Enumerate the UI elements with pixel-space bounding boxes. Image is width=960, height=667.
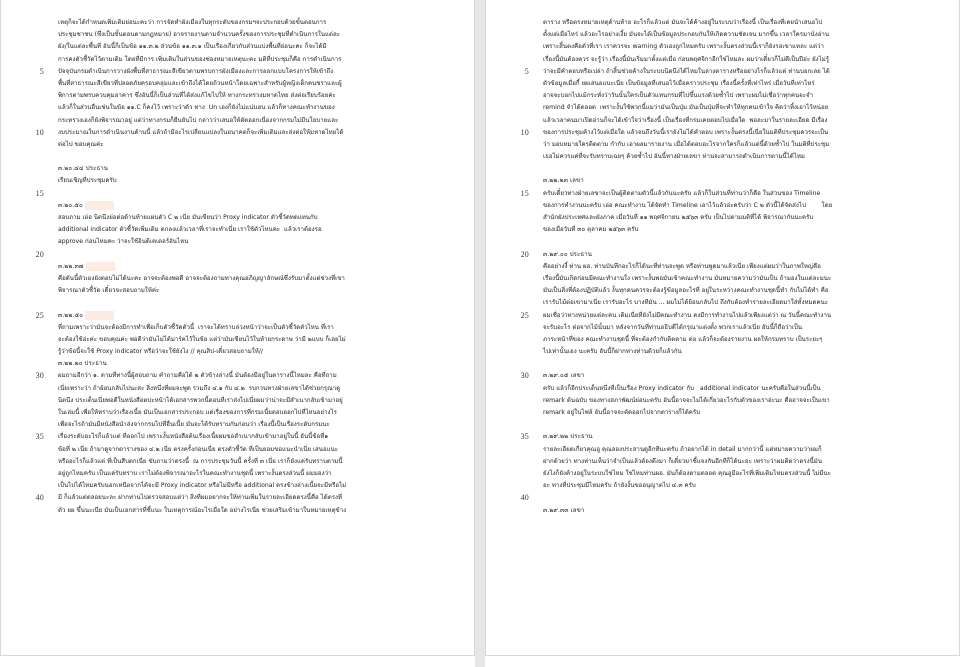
transcript-line [520, 370, 943, 382]
speaker-timecode-line: ๓.๒๐.๕๐ [58, 201, 83, 209]
transcript-text: พื้นที่สาธารณะสีเขียวที่ปลอดภัยครอบคลุมและเข้าถึงได้โดยถ้วนหน้าโดยเฉพาะสำหรับผู้หญิงเด็กคนชราและผู้ [58, 79, 342, 87]
line-number: 30 [35, 371, 44, 381]
transcript-line [58, 139, 458, 151]
transcript-line [58, 297, 458, 309]
speaker-timecode-line: ๓.๒๙.๓๓ เลขา [543, 506, 585, 514]
transcript-text: ครับ แล้วก็อีกประเด็นหนึ่งที่เป็นเรื่อง Proxy indicator กับ additional indicator นะครับคือในส่วนนี้เป็น [543, 384, 821, 392]
transcript-line [58, 175, 458, 187]
transcript-line [35, 188, 458, 200]
transcript-line [543, 175, 943, 187]
transcript-text: ครับเดี๋ยวทางฝ่ายเลขาจะเป็นผู้ติดตามตัวนี้แล้วกันนะครับ แล้วก็ในส่วนที่ท่านว่าก็คือ ในส่วนของ Timeline [543, 189, 821, 197]
transcript-text: คืออย่างงี้ ท่าน ผอ. ท่านบันทึกอะไรก็ได้นะที่ท่านจะพูด หรือท่านพูดมาแล้วเนี่ย เพียงแต่ผมว่าในภาพใหญ่คือ [543, 262, 821, 270]
speaker-timecode-line: ๓.๒๐.๔๔ ประธาน [58, 165, 109, 173]
transcript-text: แล้วเวลาคนมาเปิดอ่านก็จะได้เข้าใจว่าเรื่องนี้ เป็นเรื่องที่กรมเคยตอบไปเมื่อใด พอละมาในรายละเอียด มีเรื่อง [543, 116, 828, 124]
transcript-text: ของเมื่อวันที่ ๓๐ ตุลาคม ๒๕๖๓ ครับ [543, 226, 639, 234]
transcript-text: เรียนเชิญที่ประชุมครับ [58, 177, 117, 185]
transcript-line [58, 346, 458, 358]
transcript-line [58, 480, 458, 492]
transcript-text: ต่อไป ขอบคุณค่ะ [58, 140, 104, 148]
line-number: 5 [39, 66, 44, 76]
transcript-line [543, 151, 943, 163]
transcript-line [520, 310, 943, 322]
transcript-text: ของการประชุมค้างไว้แต่เมื่อใด แล้วจนถึงวันนี้เรายังไม่ได้คำตอบ เพราะงั้นตรงนี้เนี่ยในมติที่ประชุมควรจะเป็น [543, 128, 829, 136]
transcript-line [543, 468, 943, 480]
transcript-text: มี ก็แล้วแต่ตลอยนะละ ฝากท่านไปตรวจสอบแต่ว่า สิ่งที่ผมอยากจะให้ท่านเพิ่มในรายละเอียดตรงนี้คือ ได้ตรงที่ [58, 494, 343, 502]
transcript-line [543, 383, 943, 395]
transcript-line [543, 78, 943, 90]
line-number: 35 [35, 432, 44, 442]
transcript-line [58, 334, 458, 346]
redaction-block [85, 311, 114, 320]
transcript-text: อะ ทางที่ประชุมมีไหมครับ ถ้ายังงั้นขออนุญาตไป ๔.๓ ครับ [543, 482, 696, 490]
transcript-line [58, 200, 458, 212]
transcript-text: พิจารณาตัวชี้วัด เดี๋ยวจะสอบถามให้ค่ะ [58, 287, 160, 295]
transcript-text: เพราะสิ้นตงคือตัวที่เรา เราควรจะ warning ตัวเองถูกไหมครับ เพราะงั้นตรงส่วนนี้เราก็ยังรอเขาแหละ แต่ว่า [543, 43, 824, 51]
transcript-line [543, 200, 943, 212]
transcript-text: ภาระหน้าที่ของ คณะทำงานชุดนี้ ที่จะต้องกำกับติดตาม ต่อ แล้วก็จะต้องรายงาน ผลให้กรมทราบ เป็นระยะๆ [543, 335, 823, 343]
transcript-line [35, 127, 458, 139]
transcript-line [58, 29, 458, 41]
transcript-text: additional indicator ตัวชี้วัดเพิ่มเติม ตกลงแล้วเวลาที่เราจะทำเนี่ย เราใช้ตัวไหนคะ แล้วเราต้องรอ [58, 226, 322, 234]
page-right-content [486, 0, 959, 655]
transcript-line [58, 102, 458, 114]
line-number: 20 [520, 249, 529, 259]
transcript-text: จะรับอะไร ต่อจากไม้นั้นมา หลังจากวันที่ท่านอธิบดีได้กรุณาแต่งตั้ง พวกเราแล้วเนี่ย อันนี้ก็ถือว่าเป็น [543, 323, 803, 331]
transcript-line [58, 505, 458, 517]
transcript-text: รายละเอียดเกี่ยวคุณอู คุณลองประสานดูอีกทีนะครับ ถ้าอยากได้ in detail มากกว่านี้ แต่หมายความว่าผมก็ [543, 445, 822, 453]
transcript-text: ยังไงก็ยังค้างอยู่ในระบบใช่ไหม ใช่ไหมท่านผอ. มันก็ต้องตามตลอด คุณอูมีอะไรที่เพิ่มเติมไหมตรงส่วนนี้ ไม่มีนะ [543, 469, 831, 477]
transcript-line [58, 285, 458, 297]
transcript-text: เธอไม่ควรแค่ที่จะรับทราบเฉยๆ ด้วยซ้ำไป อันนี้ทางฝ่ายเลขา ท่านจะสามารถดำเนินการตามนี้ได้ไหม [543, 153, 805, 161]
transcript-text: ผมถามอีกว่า ๑. ตามที่ทางนี้ผู้สอบถาม คำถามคือได้ ๒ ตัวข้างล่างนี้ มันต้องมีอยู่ในตารางนี้ไหมละ คือที่ถาม [58, 372, 337, 380]
transcript-text: มันเป็นสิ่งที่ต้องปฏิบัติแล้ว งั้นทุกคนควรจะต้องรู้ข้อมูลอะไรที่ อยู่ในระหว่างคณะทำงานชุดนี้ทำ กับไม่ได้ทำ คือ [543, 287, 829, 295]
transcript-line [543, 17, 943, 29]
transcript-line [35, 249, 458, 261]
transcript-line [35, 370, 458, 382]
transcript-line [58, 383, 458, 395]
transcript-line [58, 17, 458, 29]
transcript-line [543, 273, 943, 285]
transcript-line [58, 419, 458, 431]
transcript-line [520, 127, 943, 139]
transcript-line [543, 90, 943, 102]
transcript-line [58, 224, 458, 236]
transcript-line [543, 480, 943, 492]
transcript-text: ผมเชื่อว่าทางหน่วยแต่ละคน เดิมเนี่ยที่ยังไม่มีคณะทำงาน คงมีการทำงานไปแล้วเพียงแต่ว่า ณ วันนี้คณะทำงาน [543, 311, 832, 319]
transcript-text: ฝากด้วยว่า ทางท่านเห็นว่าจำเป็นแล้วต้องดึงมา ก็เดี๋ยวมาชี้แจงกันอีกทีก็ได้นะอะ เพราะว่าผมติดว่าตรงนี้มัน [543, 457, 823, 465]
transcript-line [543, 139, 943, 151]
transcript-text: remind จำได้ตลอด เพราะงั้นใช้พวกนี้แมว่ามันเป็นปุ่ม มันเป็นปุ่มที่จะทำให้ทุกคนเข้าใจ คิดว่าทิ้งเอาไว้หน่อย [543, 104, 829, 112]
transcript-text: ในเล่มนี้ เพื่อให้ทราบว่าเรื่องเนี้ย มันเป็นเอกสารประกอบ แต่เรื่องของการที่กรมเนี้ยตอบออกไปที่ไหนอย่างไร [58, 409, 337, 416]
transcript-line [58, 90, 458, 102]
transcript-text: ปัจจุบันกรมดำเนินการวางผังพื้นที่สาธารณะสีเขียวตามพรบการผังเมืองและการออกแบบโครงการให้เข้าถึง [58, 67, 334, 75]
line-number: 40 [35, 493, 44, 503]
line-number: 5 [524, 66, 529, 76]
transcript-text: สอบถาม เอ่อ นิดนึงย่อต่อด้านท้ายแผ่นตัว C ๒ เนี่ย มันเขียนว่า Proxy indicator ตัวชี้วัดทดแทนกับ [58, 214, 318, 221]
page-left-content [1, 0, 474, 655]
transcript-line [58, 78, 458, 90]
transcript-text: remark อยู่ในไฟล์ อันนี้อาจจะตัดออกไปจากตารางก็ได้ครับ [543, 409, 701, 416]
transcript-text: การคงตัวชี้วัดไว้ตามเดิม โดยที่มีการ เพิ่มเติมในส่วนของช่องหมายเหตุนะคะ มติที่ประชุมก็คือ การดำเนินการ [58, 55, 342, 63]
line-number: 10 [520, 127, 529, 137]
transcript-line [543, 54, 943, 66]
transcript-line [520, 431, 943, 443]
transcript-text: หรืออะไรก็แล้วแต่ ที่เป็นสืบตกเนี่ย ขับถามว่าตรงนี้ ณ การประชุมวันนี้ ครั้งที่ ๓ เนี่ย เราก็ยังแค่รับทราบตามนี้ [58, 457, 343, 465]
transcript-line [543, 102, 943, 114]
speaker-timecode-line: ๓.๒๒.๒๐ ประธาน [58, 360, 107, 368]
transcript-line [58, 41, 458, 53]
transcript-body-right [520, 17, 943, 517]
transcript-text: จะต้องใช้อ่ะค่ะ ขอบคุณค่ะ พอดีว่ามันไม่ได้มาร์คไว้ในข้อ แต่ว่ามันเขียนไว้ในท้ายกระดาษ ว่ามี ๒แบบ ก็เลยไม่ [58, 335, 346, 343]
transcript-line [58, 261, 458, 273]
transcript-line [543, 334, 943, 346]
transcript-text: ตั้งแต่เมื่อไหร่ แล้วอะไรอย่างเงี้ย มันจะได้เป็นข้อมูลประกอบกันให้เกิดความชัดเจน มากขึ้น เวลาใครมานั่งอ่าน [543, 31, 830, 39]
transcript-text: อาจจะบอกไปแม้กระทั่งว่าวันนั้นใครเป็นตัวแทนกรมที่ไปขึ้นแรงด้วยซ้ำไป เพราะผมไม่เชื่อว่าทุกคนจะจำ [543, 92, 814, 100]
transcript-text: ไปเท่านั้นเอง นะครับ อันนี้ก็ฝากทางท่านด้วยก็แล้วกัน [543, 348, 682, 356]
transcript-line [58, 322, 458, 334]
transcript-text: ว่า มอบหมายใครติดตาม กำกับ เอาผลมารายงาน เมื่อได้ตอบอะไรจากใครก็แล้วแต่นี้ด้วยซ้ำไป ในมติที่ประชุม [543, 140, 830, 148]
line-number: 20 [35, 249, 44, 259]
transcript-line [520, 492, 943, 504]
transcript-line [543, 419, 943, 431]
transcript-line [543, 297, 943, 309]
transcript-line [58, 456, 458, 468]
transcript-text: เนี่ยเพราะว่า ถ้าย้อนกลับไปนะสะ สิ่งหนึ่งที่ผมจะพูด รวมถึง ๔.๑ กับ ๔.๒ รบกวนทางฝ่ายเลขาได้ช่วยกรุณาดู [58, 384, 341, 392]
transcript-text: remark ต้นฉบับ ของทางสภาพัฒน์ย่อนะครับ อันนี้อาจจะไม่ได้เกี่ยวอะไรกับตัวของเราอ่ะนะ คืออาจจะเป็นเขา [543, 396, 830, 404]
transcript-line [58, 212, 458, 224]
transcript-line [543, 505, 943, 517]
transcript-line [543, 285, 943, 297]
transcript-line [543, 407, 943, 419]
page-right [485, 0, 960, 656]
transcript-line [58, 115, 458, 127]
speaker-timecode-line: ๓.๒๒.๓๗ [58, 262, 84, 270]
transcript-line [543, 224, 943, 236]
line-number: 40 [520, 493, 529, 503]
speaker-timecode-line: ๓.๒๙.๐๕ เลขา [543, 372, 585, 380]
line-number: 25 [520, 310, 529, 320]
transcript-text: ตัว ยผ ขึ้นนะเนี่ย มันเป็นเอกสารที่ชี้แนะ ในเหตุการณ์อะไรเมื่อใด อย่างไรเนี่ย ช่วยเสริมเข้ามาในหมายเหตุข้าง [58, 506, 347, 514]
transcript-line [58, 54, 458, 66]
line-number: 10 [35, 127, 44, 137]
transcript-line [58, 444, 458, 456]
line-number: 35 [520, 432, 529, 442]
speaker-timecode-line: ๓.๒๒.๒๓ เลขา [543, 177, 584, 185]
transcript-text: ที่ถามเพราะว่ามันจะต้องมีการทำเพื่อเก็บตัวชี้วัดตัวนี้ เราจะได้ทราบล่วงหน้าว่าจะเป็นตัวชี้วัดตัวไหน ที่เรา [58, 323, 334, 331]
transcript-text: ตาราง หรือตรงหมายเหตุด้านท้าย อะไรก็แล้วแต่ มันจะได้ค้างอยู่ในระบบว่าเรื่องนี้ เป็นเรื่องที่เคยนำเสนอไป [543, 19, 823, 26]
transcript-text: นิดนึง ประเด็นเนี่ยพอดีในหนังสือตปะหน้าได้เอกสารพวกนี้ตอนที่เราส่งไปเนี่ยผมว่าน่าจะมีสำเนากลับเข้ามาอยู่ [58, 396, 343, 404]
line-number: 15 [35, 188, 44, 198]
transcript-text: พิการตามพรบควบคุมอาคาร ซึ่งอันนี้ก็เป็นส่วนที่ได้ส่งแก้ไขไปให้ ทางกระทรวงมหาดไทย ส่งต่อเรียบร้อยค่ะ [58, 92, 336, 100]
redaction-block [86, 262, 115, 271]
transcript-text: เป็นไปได้ไหมครับนอกเหนือจากได้จะมี Proxy indicator หรือไม่มีหรือ additional ตรงข้างล่างเนี้ยจะมีหรือไม่ [58, 482, 347, 490]
transcript-line [58, 358, 458, 370]
speaker-timecode-line: ๓.๒๒.๕๐ [58, 311, 84, 319]
transcript-line [543, 444, 943, 456]
transcript-line [543, 358, 943, 370]
transcript-line [543, 212, 943, 224]
transcript-line [543, 322, 943, 334]
transcript-line [543, 41, 943, 53]
line-number: 15 [520, 188, 529, 198]
transcript-text: สำนักผังประเทศและผังภาค เมื่อวันที่ ๑๑ พฤศจิกายน ๒๕๖๓ ครับ เป็นไปตามมติที่ได้ พิจารณากันนะครับ [543, 214, 814, 221]
transcript-line [543, 456, 943, 468]
transcript-body-left [35, 17, 458, 517]
page-left [0, 0, 475, 656]
transcript-text: คือดันนี้ตัวเองยังตอบไม่ได้นะคะ อาจจะต้องพอดี อาจจะต้องถามทางคุณอภิญญาลักษณ์ซึ่งรับมาตั้งแต่ช่วงที่เขา [58, 274, 345, 282]
speaker-timecode-line: ๓.๒๙.๐๐ ประธาน [543, 250, 593, 258]
transcript-text: เรื่องนี้มันเกิดก่อนมีคณะทำงานใง เพราะงั้นพอมันเข้าคณะทำงาน มันหมายความว่ามันเป็น ถ้ามองในแต่ละมนะ [543, 274, 832, 282]
transcript-line [39, 66, 458, 78]
transcript-line [58, 163, 458, 175]
transcript-line [543, 29, 943, 41]
transcript-text: เรารับไม้ต่อเขามาเนี่ย เรารับอะไร บางทีมัน ... ผมไม่ได้ย้อนกลับไป ถึงกับต้องทำรายละเอียดมาใส่ทั้งหมดคนะ [543, 299, 829, 307]
transcript-line [543, 236, 943, 248]
transcript-line [524, 66, 943, 78]
transcript-line [35, 310, 458, 322]
transcript-text: แล้วก็ในส่วนอื่นเช่นในข้อ ๑๑.C ก็คงไว้ เพราะว่าตัว ทาง Un เองก็ยังไม่แน่นอน แล้วก็ทางคณะทำงานของ [58, 104, 335, 112]
transcript-text: เหตุก็จะได้กำหนดเพิ่มเติมย่อนะคะว่า การจัดทำผังเมืองในทุกระดับของกรมฯจะประกอบด้วยขั้นตอนการ [58, 19, 327, 26]
transcript-text: ว่าจะมีคำตอบหรือเปล่า ถ้าสิ้นช่วยค้างในระบบนิดนึงได้ไหมในล่างตารางหรืออย่างไรก็แล้วแต่ ท่านบอกเลย ได้ [543, 67, 830, 75]
transcript-text: ของการทำงานนะครับ เอ่อ คณะทำงาน ได้จัดทำ Timeline เอาไว้แล้วอ่ะครับว่า C ๒ ตัวนี้ได้จัดส่งไป โดย [543, 201, 833, 209]
speaker-timecode-line: ๓.๒๙.๒๒ ประธาน [543, 433, 593, 441]
transcript-line [35, 431, 458, 443]
redaction-block [85, 201, 114, 210]
transcript-text: เรื่องนี้มันต้องควร จะรู้ว่า เรื่องนี้มันเริ่มมาตั้งแต่เมื่อ ก่อนพฤศจิกาอีกใช่ไหมละ ผมว่าเดี๋ยวก็ไม่ดีเป็นปีอ่ะ ยังไม่รู้ [543, 55, 830, 63]
transcript-text: ข้อที่ ๒ เนี่ย ถ้ามาดูจากตารางของ ๔.๒ เนี่ย ตรงครั้งก่อนเนี่ย ตรงตัวชี้วัด ที่เป็นยอมขอแนะนำเนี่ย เสนอแนะ [58, 445, 339, 453]
transcript-line [520, 249, 943, 261]
transcript-text: รู้ว่าข้อนี้จะใช้ Proxy indicator หรือว่าจะใช้ยังไง // คุณสิป-เดี๋ยวสอบถามให้// [58, 348, 263, 356]
transcript-line [58, 151, 458, 163]
transcript-line [35, 492, 458, 504]
transcript-line [543, 163, 943, 175]
transcript-text: งบประมาณในการดำเนินงานด้านนี้ แล้วถ้ามีอะไรเปลี่ยนแปลงในอนาคตก็จะเพิ่มเติมและส่งต่อให้มหาดไทยได้ [58, 128, 344, 136]
transcript-line [543, 115, 943, 127]
line-number: 25 [35, 310, 44, 320]
transcript-line [58, 236, 458, 248]
transcript-text: เรื่องระดับอะไรก็แล้วแต่ ที่ออกไป เพราะงั้นหนังสือต้นเรื่องเนี้ยผมขอสำเนากลับเข้ามาอยู่ในนี้ อันนี้ข้อที่๑ [58, 433, 329, 441]
transcript-line [543, 395, 943, 407]
transcript-line [543, 346, 943, 358]
transcript-line [58, 468, 458, 480]
transcript-line [543, 261, 943, 273]
transcript-text: กระทรวงเองก็ยังพิจารณาอยู่ แต่ว่าทางกรมก็ยืนยันไป กล่าวว่าเสนอให้ตัดออกเนื่องจากกรมไม่มีนโยบายและ [58, 116, 339, 124]
transcript-text: approve ก่อนไหมคะ ว่าจะใช้อินดิเคเตอร์อันไหน [58, 238, 189, 246]
transcript-line [58, 395, 458, 407]
transcript-line [520, 188, 943, 200]
transcript-text: อยู่ถูกไหมครับ เป็นแค่รับทราบ เราไม่ต้องพิจารณาอะไรในคณะทำงานชุดนี้ เพราะงั้นตรงส่วนนี้ ผมมองว่า [58, 469, 332, 477]
transcript-text: ประชุมชาชน (ซึ่งเป็นขั้นตอนตามกฎหมาย) อาจรายงานตามจำนวนครั้งของการประชุมที่ดำเนินการในแต่ละ [58, 31, 341, 39]
transcript-text: ตัวข้อมูลเมื่อกี้ ยผเสนอแนะเนี่ย เป็นข้อมูลที่เสนอไว้เมื่อคราวประชุม เรื่องนี้ครั้งที่เท่าไหร่ เมื่อวันที่เท่าไหร่ [543, 79, 815, 87]
transcript-text: เพื่อจะไรถ้ามันมีหนังสือนำส่งจากกรมไปที่อื่นเนี้ย มันจะได้รับทราบกันก่อนว่า เรื่องนี้เป็นเรื่องระดับกรมนะ [58, 421, 330, 429]
transcript-line [58, 273, 458, 285]
line-number: 30 [520, 371, 529, 381]
page-divider [475, 0, 485, 667]
transcript-line [58, 407, 458, 419]
transcript-text: ผัง/ในแต่ละพื้นที่ อันนี้ก็เป็นข้อ ๑๑.๓.๒ ส่วนข้อ ๑๑.๓.๑ เป็นเรื่องเกี่ยวกับส่วนแบ่งพื้นที่ย่อนะคะ ก็จะได้มี [58, 43, 327, 51]
